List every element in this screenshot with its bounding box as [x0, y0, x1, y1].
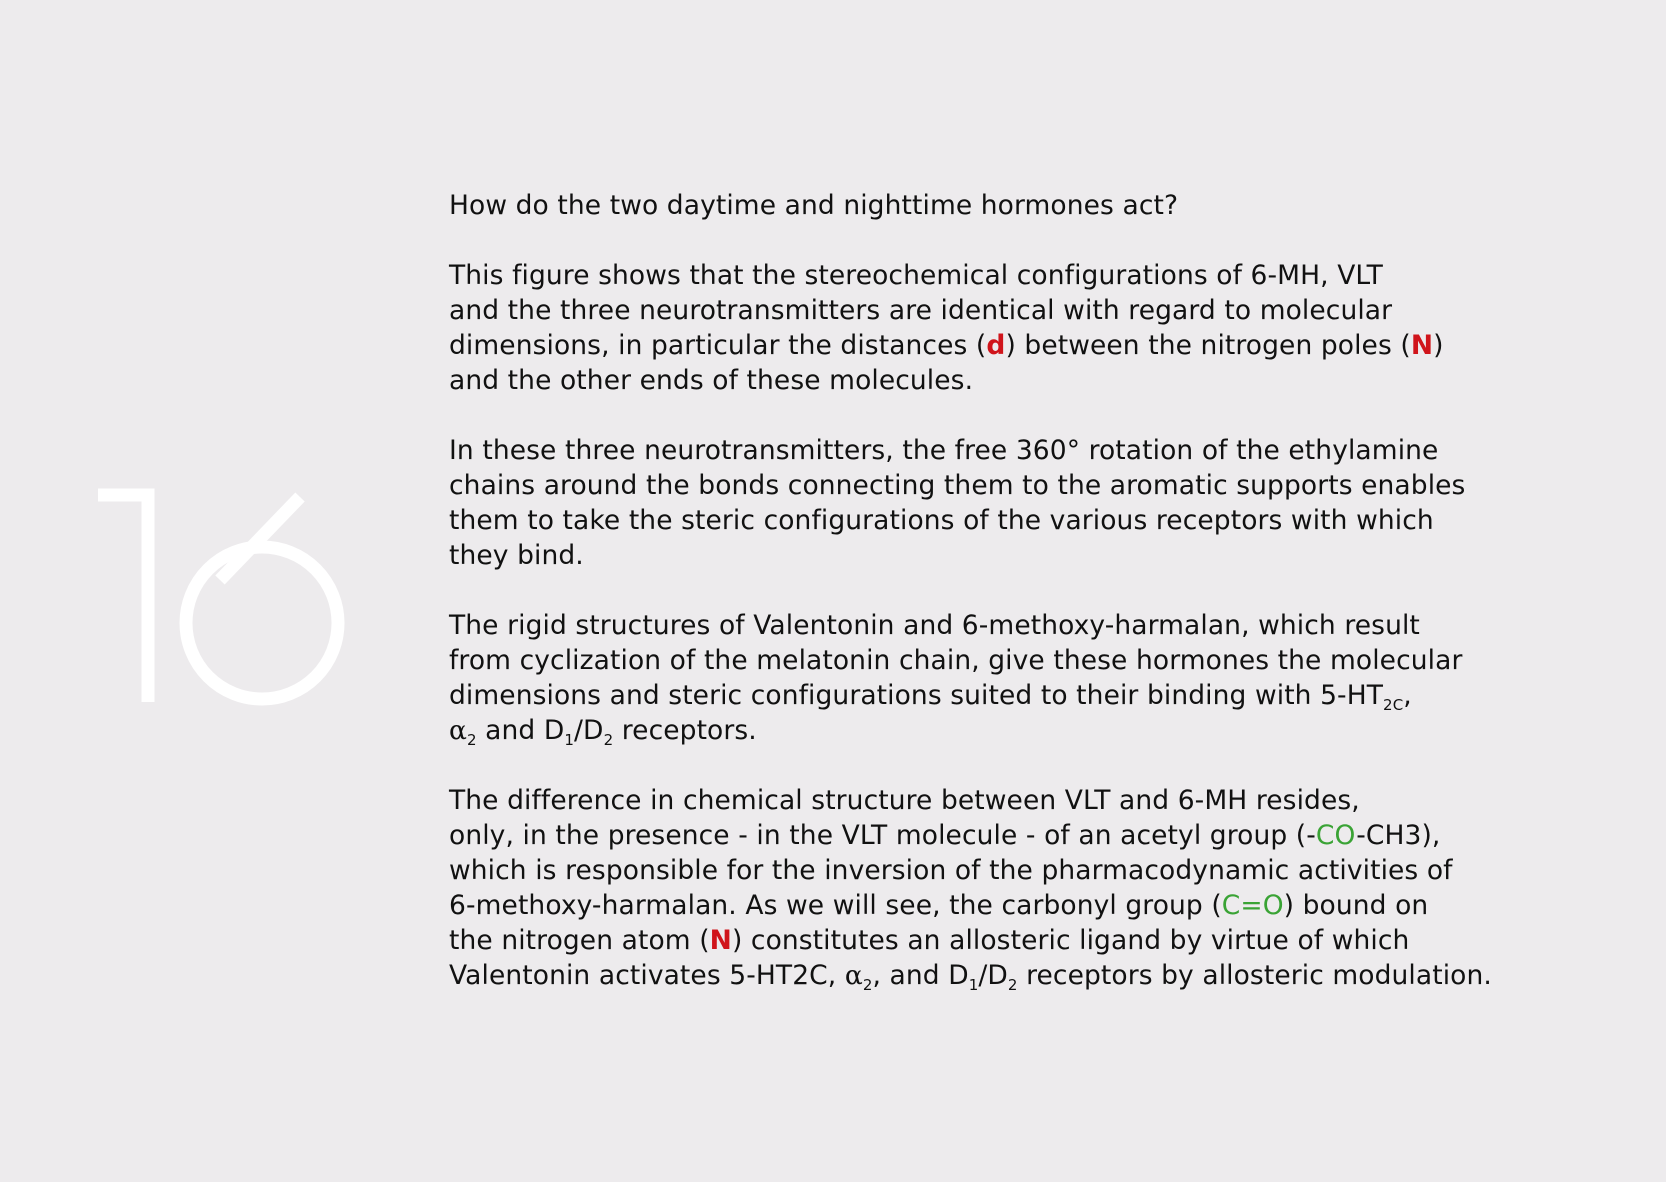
page-number — [90, 440, 370, 730]
subscript: 2 — [467, 731, 477, 749]
paragraph-1 — [449, 258, 1569, 398]
text-segment: 6-methoxy-harmalan. As we will see, the carbonyl group ( — [449, 890, 1222, 921]
subscript: 2C — [1383, 696, 1404, 714]
text-segment: -CH3), — [1356, 820, 1441, 851]
text-segment: and D — [476, 715, 565, 746]
text-segment: receptors. — [613, 715, 757, 746]
heading — [449, 188, 1569, 223]
page-number-graphic — [90, 440, 370, 730]
text-segment: receptors by allosteric modulation. — [1017, 960, 1492, 991]
heading-text: How do the two daytime and nighttime hormones act? — [449, 190, 1179, 221]
carbonyl-double-bond-symbol: C=O — [1221, 890, 1284, 921]
paragraph-1-line-3 — [449, 328, 1569, 363]
paragraph-4-line-2 — [449, 818, 1569, 853]
paragraph-3 — [449, 608, 1569, 748]
subscript: 2 — [862, 976, 873, 994]
paragraph-2 — [449, 433, 1569, 573]
nitrogen-symbol: N — [709, 925, 732, 956]
paragraph-1-line-4: and the other ends of these molecules. — [449, 365, 974, 396]
alpha-symbol: α — [844, 960, 863, 991]
paragraph-2-line-3: them to take the steric configurations of the various receptors with which — [449, 505, 1434, 536]
text-segment: /D — [978, 960, 1008, 991]
distance-symbol: d — [986, 330, 1006, 361]
text-segment: , and D — [872, 960, 969, 991]
alpha-symbol: α — [449, 715, 467, 746]
paragraph-2-line-4: they bind. — [449, 540, 584, 571]
paragraph-3-line-2: from cyclization of the melatonin chain, give these hormones the molecular — [449, 645, 1463, 676]
text-segment: dimensions, in particular the distances ( — [449, 330, 987, 361]
paragraph-1-line-1: This figure shows that the stereochemical configurations of 6-MH, VLT — [449, 260, 1383, 291]
subscript: 2 — [603, 731, 614, 749]
paragraph-2-line-1: In these three neurotransmitters, the free 360° rotation of the ethylamine — [449, 435, 1439, 466]
paragraph-4-line-4 — [449, 888, 1569, 923]
text-segment: ) between the nitrogen poles ( — [1005, 330, 1411, 361]
subscript: 1 — [968, 976, 979, 994]
paragraph-4 — [449, 783, 1569, 993]
subscript: 1 — [564, 731, 575, 749]
text-segment: only, in the presence - in the VLT molecule - of an acetyl group (- — [449, 820, 1316, 851]
paragraph-4-line-5 — [449, 923, 1569, 958]
text-segment: the nitrogen atom ( — [449, 925, 710, 956]
paragraph-4-line-1: The difference in chemical structure between VLT and 6-MH resides, — [449, 785, 1360, 816]
digit-six-loop — [186, 547, 338, 699]
subscript: 2 — [1007, 976, 1018, 994]
paragraph-2-line-2: chains around the bonds connecting them to the aromatic supports enables — [449, 470, 1466, 501]
carbonyl-co-symbol: CO — [1315, 820, 1357, 851]
text-segment: ) bound on — [1283, 890, 1429, 921]
text-segment: /D — [574, 715, 604, 746]
text-segment: , — [1403, 680, 1412, 711]
paragraph-3-line-1: The rigid structures of Valentonin and 6-methoxy-harmalan, which result — [449, 610, 1420, 641]
paragraph-3-line-3 — [449, 678, 1569, 713]
digit-one-stroke — [98, 495, 148, 702]
paragraph-3-line-4 — [449, 713, 1569, 748]
nitrogen-symbol: N — [1410, 330, 1434, 361]
digit-six-stem — [220, 497, 300, 580]
text-segment: dimensions and steric configurations suited to their binding with 5-HT — [449, 680, 1384, 711]
text-segment: ) — [1433, 330, 1444, 361]
document-body — [449, 188, 1569, 1028]
paragraph-1-line-2: and the three neurotransmitters are identical with regard to molecular — [449, 295, 1393, 326]
text-segment: Valentonin activates 5-HT2C, — [449, 960, 845, 991]
paragraph-4-line-6 — [449, 958, 1569, 993]
text-segment: ) constitutes an allosteric ligand by virtue of which — [731, 925, 1410, 956]
paragraph-4-line-3: which is responsible for the inversion of the pharmacodynamic activities of — [449, 855, 1453, 886]
